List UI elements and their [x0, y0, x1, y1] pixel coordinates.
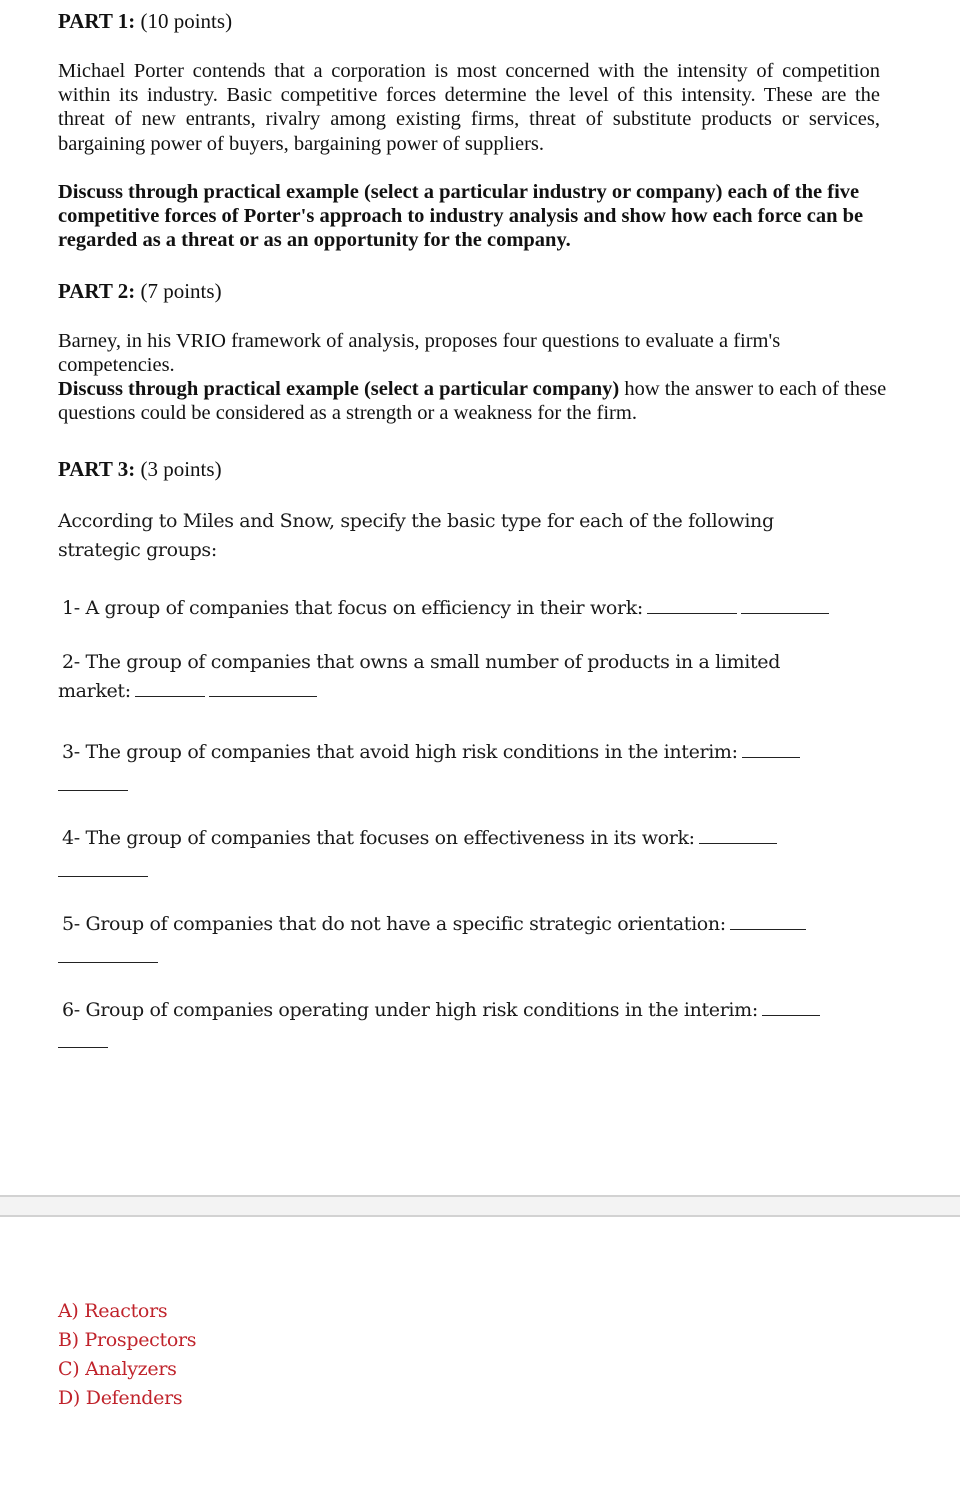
question-3 [58, 734, 898, 770]
part2-task-rest: how the answer to each of these questions could be considered as a strength or a weakness for the firm. [58, 378, 887, 425]
answer-blank-4b[interactable] [58, 876, 148, 877]
choice-d[interactable]: D) Defenders [58, 1387, 183, 1409]
choice-b[interactable]: B) Prospectors [58, 1329, 197, 1351]
question-4 [58, 820, 898, 856]
part3-label: PART 3: [58, 457, 136, 481]
part3-heading [58, 456, 222, 482]
answer-blank-1a[interactable] [647, 613, 737, 614]
question-3-text: 3- The group of companies that avoid high risk conditions in the interim: [62, 741, 738, 763]
part2-intro: Barney, in his VRIO framework of analysis, proposes four questions to evaluate a firm's competencies. [58, 330, 781, 377]
answer-blank-6a[interactable] [762, 1015, 820, 1016]
part1-heading [58, 8, 232, 34]
answer-blank-1b[interactable] [741, 613, 829, 614]
part2-heading [58, 278, 222, 304]
answer-blank-3b[interactable] [58, 790, 128, 791]
question-5-text: 5- Group of companies that do not have a specific strategic orientation: [62, 913, 726, 935]
part1-intro: Michael Porter contends that a corporation is most concerned with the intensity of competition within its industry. Basic competitive forces determine the level of this intensity. These are the threat of new entrants, rivalry among existing firms, threat of substitute products or services, bargaining power of buyers, bargaining power of suppliers. [58, 60, 880, 155]
question-1-text: 1- A group of companies that focus on efficiency in their work: [62, 597, 643, 619]
part1-task: Discuss through practical example (select a particular industry or company) each of the five competitive forces of Porter's approach to industry analysis and show how each force can be regarded as a threat or as an opportunity for the company. [58, 181, 864, 252]
question-2 [58, 648, 828, 706]
answer-blank-5b[interactable] [58, 962, 158, 963]
answer-blank-4a[interactable] [699, 843, 777, 844]
answer-blank-3a[interactable] [742, 757, 800, 758]
question-6-text: 6- Group of companies operating under high risk conditions in the interim: [62, 999, 758, 1021]
part2-label: PART 2: [58, 279, 136, 303]
question-4-text: 4- The group of companies that focuses on effectiveness in its work: [62, 827, 695, 849]
choice-c[interactable]: C) Analyzers [58, 1358, 177, 1380]
part1-points: (10 points) [140, 9, 233, 33]
answer-blank-2a[interactable] [135, 696, 205, 697]
answer-blank-6b[interactable] [58, 1047, 108, 1048]
question-5 [58, 906, 898, 942]
section-divider [0, 1195, 960, 1217]
part3-intro: According to Miles and Snow, specify the basic type for each of the following strategic groups: [58, 510, 774, 561]
question-6 [58, 992, 898, 1028]
question-2-text: 2- The group of companies that owns a small number of products in a limited market: [58, 651, 781, 702]
answer-blank-2b[interactable] [209, 696, 317, 697]
part1-label: PART 1: [58, 9, 136, 33]
part2-points: (7 points) [140, 279, 222, 303]
answer-choices-list [58, 1297, 196, 1413]
answer-blank-5a[interactable] [730, 929, 806, 930]
part2-task [58, 377, 888, 425]
question-1 [58, 590, 898, 626]
part2-task-bold: Discuss through practical example (select a particular company) [58, 378, 620, 400]
part3-points: (3 points) [140, 457, 222, 481]
answer-choices-panel [0, 1217, 960, 1489]
choice-a[interactable]: A) Reactors [58, 1300, 168, 1322]
